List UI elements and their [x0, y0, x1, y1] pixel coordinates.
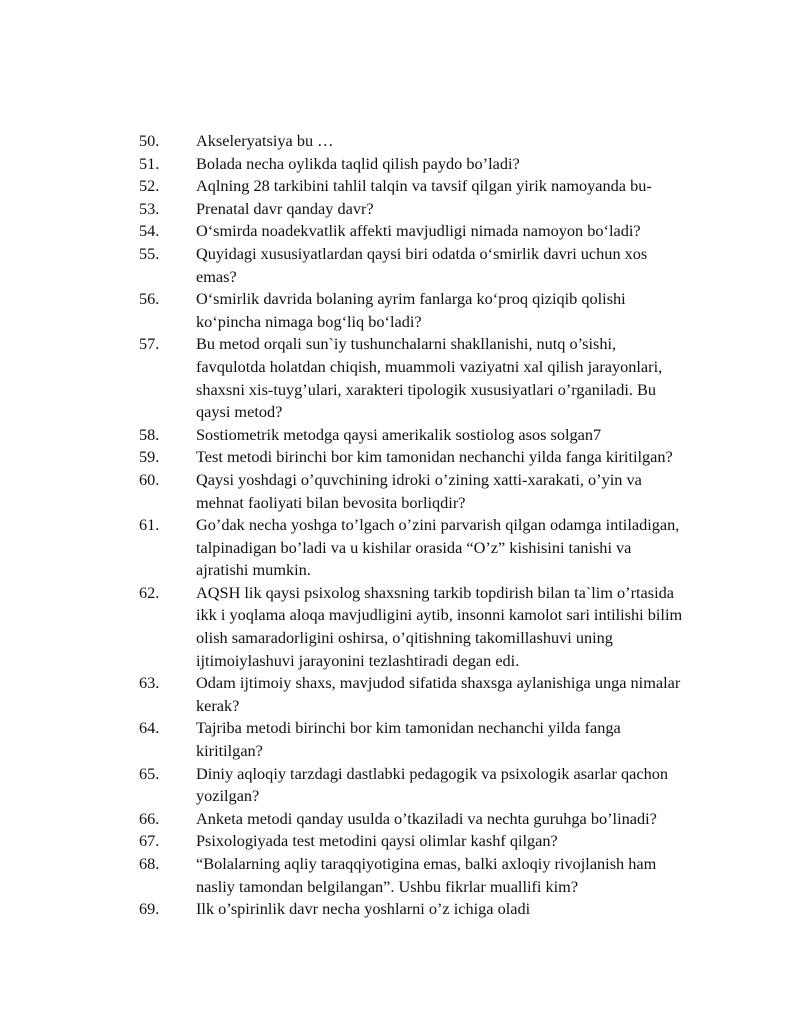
question-item: [139, 130, 749, 153]
question-text: Bu metod orqali sun`iy tushunchalarni shakllanishi, nutq o’sishi, favqulotda holatdan chiqish, muammoli vaziyatni xal qilish jarayonlari, shaxsni xis-tuyg’ulari, xarakteri tipologik xususiyatlari o’rganiladi. Bu qaysi metod?: [196, 334, 663, 422]
question-item: [139, 853, 749, 898]
question-text: Diniy aqloqiy tarzdagi dastlabki pedagogik va psixologik asarlar qachon yozilgan?: [196, 763, 669, 806]
question-number: 51.: [139, 153, 160, 173]
question-number: 55.: [139, 243, 160, 263]
question-number: 60.: [139, 469, 160, 489]
question-item: [139, 898, 749, 921]
question-number: 68.: [139, 854, 160, 873]
question-text: Sostiometrik metodga qaysi amerikalik sostiolog asos solgan7: [196, 424, 602, 444]
question-number: 65.: [139, 763, 160, 783]
question-number: 66.: [139, 808, 160, 828]
question-item: [139, 243, 749, 288]
question-item: [139, 153, 749, 176]
question-list: [139, 130, 749, 921]
question-number: 59.: [139, 447, 160, 467]
question-text: Qaysi yoshdagi o’quvchining idroki o’zining xatti-xarakati, o’yin va mehnat faoliyati bilan bevosita borliqdir?: [196, 469, 642, 512]
question-text: Psixologiyada test metodini qaysi olimlar kashf qilgan?: [196, 831, 558, 851]
question-item: [139, 198, 749, 221]
question-number: 69.: [139, 899, 160, 919]
question-number: 50.: [139, 131, 160, 150]
question-number: 56.: [139, 289, 160, 309]
question-number: 61.: [139, 515, 160, 535]
question-text: Odam ijtimoiy shaxs, mavjudod sifatida shaxsga aylanishiga unga nimalar kerak?: [196, 673, 681, 715]
question-text: Ilk o’spirinlik davr necha yoshlarni o’z ichiga oladi: [196, 899, 531, 919]
question-item: [139, 514, 749, 582]
question-number: 52.: [139, 176, 160, 196]
question-item: [139, 446, 749, 469]
question-text: Aqlning 28 tarkibini tahlil talqin va tavsif qilgan yirik namoyanda bu-: [196, 176, 652, 196]
question-item: [139, 582, 749, 672]
question-number: 63.: [139, 673, 160, 693]
question-item: [139, 220, 749, 243]
question-item: [139, 175, 749, 198]
question-text: Akseleryatsiya bu …: [196, 131, 334, 150]
question-item: [139, 763, 749, 808]
question-number: 64.: [139, 718, 160, 738]
question-item: [139, 469, 749, 514]
question-item: [139, 808, 749, 831]
question-text: Bolada necha oylikda taqlid qilish paydo bo’ladi?: [196, 153, 520, 173]
question-number: 58.: [139, 424, 160, 444]
question-text: Anketa metodi qanday usulda o’tkaziladi va nechta guruhga bo’linadi?: [196, 808, 657, 828]
question-number: 62.: [139, 582, 160, 602]
question-item: [139, 830, 749, 853]
question-item: [139, 424, 749, 447]
question-number: 57.: [139, 334, 160, 354]
question-text: Quyidagi xususiyatlardan qaysi biri odatda o‘smirlik davri uchun xos emas?: [196, 243, 648, 286]
question-text: O‘smirlik davrida bolaning ayrim fanlarga ko‘proq qiziqib qolishi ko‘pincha nimaga bog‘liq bo‘ladi?: [196, 289, 626, 331]
question-number: 54.: [139, 221, 160, 241]
question-text: AQSH lik qaysi psixolog shaxsning tarkib topdirish bilan ta`lim o’rtasida ikk i yoqlama aloqa mavjudligini aytib, insonni kamolot sari intilishi bilim olish samaradorligini oshirsa, o’qitishning takomillashuvi uning ijtimoiylashuvi jarayonini tezlashtiradi degan edi.: [196, 582, 683, 670]
question-item: [139, 672, 749, 717]
question-number: 67.: [139, 831, 160, 851]
question-text: Test metodi birinchi bor kim tamonidan nechanchi yilda fanga kiritilgan?: [196, 447, 673, 467]
question-number: 53.: [139, 198, 160, 218]
question-text: O‘smirda noadekvatlik affekti mavjudligi nimada namoyon bo‘ladi?: [196, 221, 641, 241]
question-item: [139, 717, 749, 762]
question-item: [139, 288, 749, 333]
question-text: “Bolalarning aqliy taraqqiyotigina emas, balki axloqiy rivojlanish ham nasliy tamondan belgilangan”. Ushbu fikrlar muallifi kim?: [196, 854, 657, 896]
question-item: [139, 333, 749, 423]
question-text: Prenatal davr qanday davr?: [196, 198, 374, 218]
question-text: Tajriba metodi birinchi bor kim tamonidan nechanchi yilda fanga kiritilgan?: [196, 718, 621, 761]
question-text: Go’dak necha yoshga to’lgach o’zini parvarish qilgan odamga intiladigan, talpinadigan bo’ladi va u kishilar orasida “O’z” kishisini tanishi va ajratishi mumkin.: [196, 515, 680, 580]
